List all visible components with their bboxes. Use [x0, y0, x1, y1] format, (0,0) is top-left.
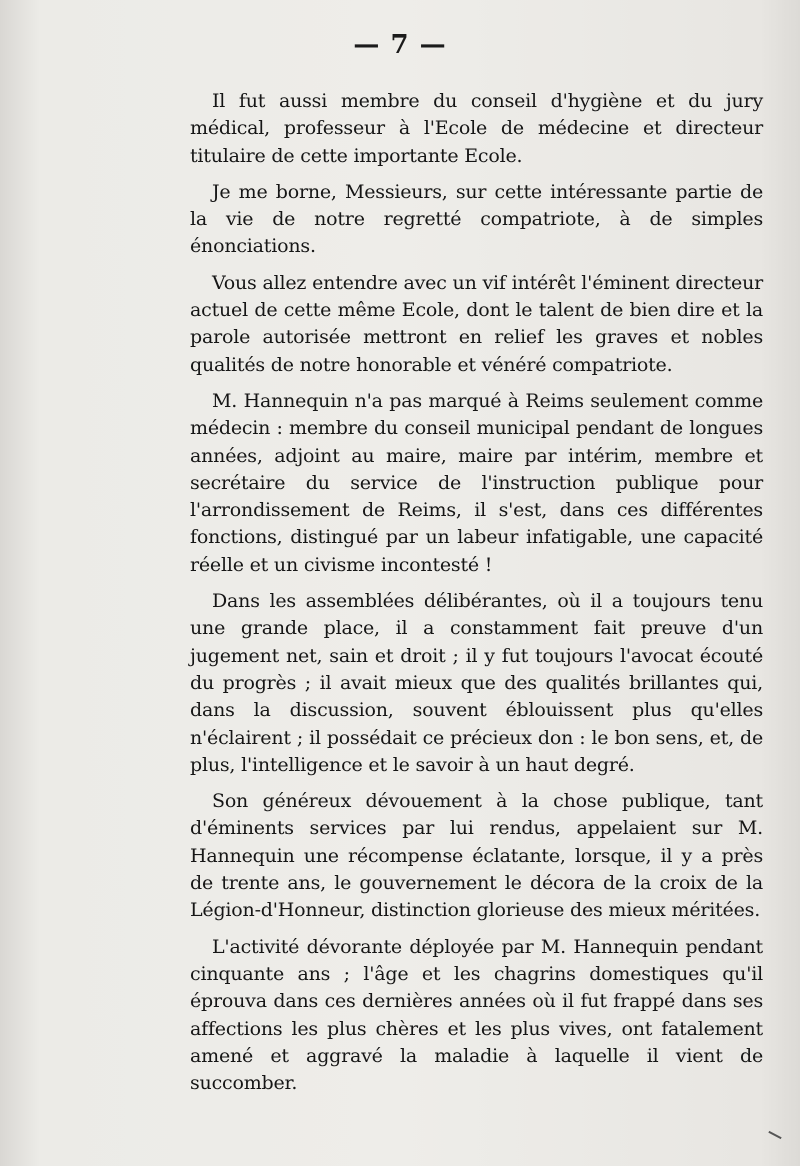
paragraph-2: Je me borne, Messieurs, sur cette intéressante partie de la vie de notre regretté compatriote, à de simples énonciations.	[190, 180, 763, 258]
body-text	[190, 88, 763, 1106]
paragraph-4: M. Hannequin n'a pas marqué à Reims seulement comme médecin : membre du conseil municipal pendant de longues années, adjoint au maire, maire par intérim, membre et secrétaire du service de l'instruction publique pour l'arrondissement de Reims, il s'est, dans ces différentes fonctions, distingué par un labeur infatigable, une capacité réelle et un civisme incontesté !	[190, 389, 763, 576]
paragraph-3: Vous allez entendre avec un vif intérêt l'éminent directeur actuel de cette même Ecole, dont le talent de bien dire et la parole autorisée mettront en relief les graves et nobles qualités de notre honorable et vénéré compatriote.	[190, 271, 763, 376]
paragraph-1: Il fut aussi membre du conseil d'hygiène et du jury médical, professeur à l'Ecole de médecine et directeur titulaire de cette importante Ecole.	[190, 90, 763, 167]
paragraph-6: Son généreux dévouement à la chose publique, tant d'éminents services par lui rendus, appelaient sur M. Hannequin une récompense éclatante, lorsque, il y a près de trente ans, le gouvernement le décora de la croix de la Légion-d'Honneur, distinction glorieuse des mieux méritées.	[190, 790, 763, 922]
page-number: — 7 —	[353, 30, 447, 60]
paragraph-5: Dans les assemblées délibérantes, où il a toujours tenu une grande place, il a constamment fait preuve d'un jugement net, sain et droit ; il y fut toujours l'avocat écouté du progrès ; il avait mieux que des qualités brillantes qui, dans la discussion, souvent éblouissent plus qu'elles n'éclairent ; il possédait ce précieux don : le bon sens, et, de plus, l'intelligence et le savoir à un haut degré.	[190, 590, 763, 776]
paragraph-7: L'activité dévorante déployée par M. Hannequin pendant cinquante ans ; l'âge et les chagrins domestiques qu'il éprouva dans ces dernières années où il fut frappé dans ses affections les plus chères et les plus vives, ont fatalement amené et aggravé la maladie à laquelle il vient de succomber.	[190, 935, 763, 1095]
scan-mark	[768, 1131, 781, 1139]
